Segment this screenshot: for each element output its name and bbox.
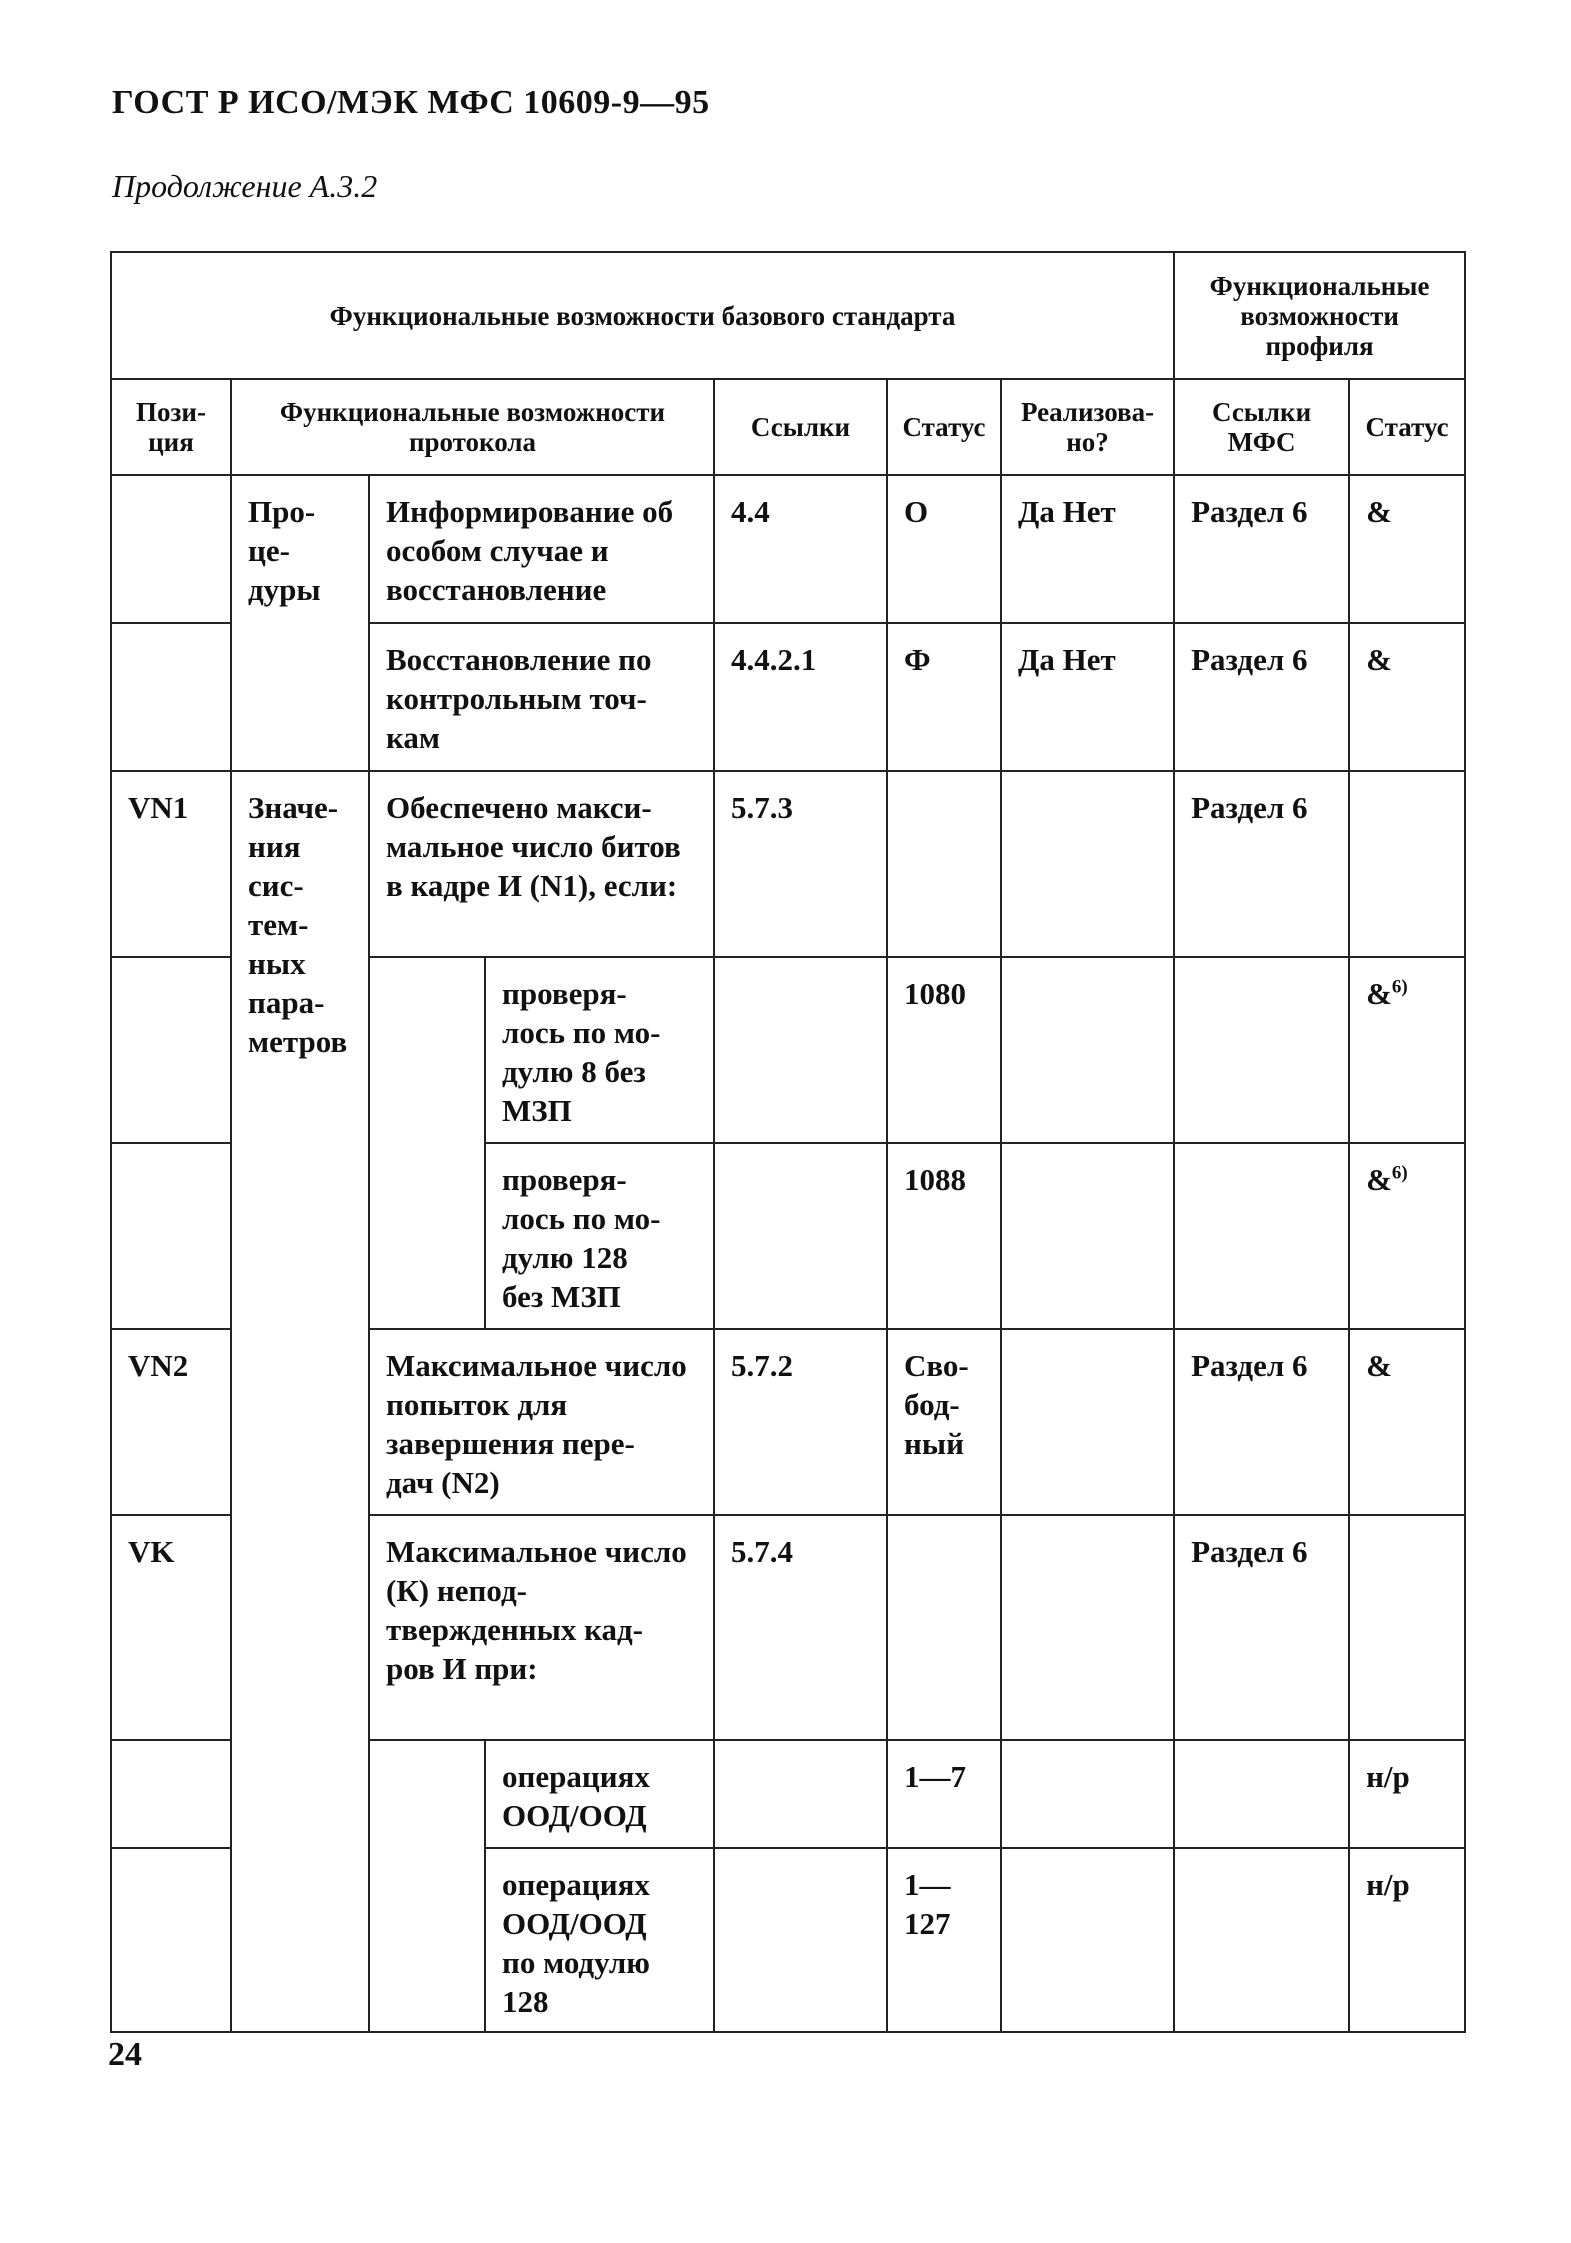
capabilities-table (110, 251, 1466, 2033)
table-row (111, 475, 1465, 623)
cell-position (111, 1848, 231, 2032)
cell-implemented (1001, 771, 1174, 957)
col-status: Статус (887, 379, 1001, 475)
base-standard-header: Функциональные возможности базового стандарта (111, 252, 1174, 379)
cell-ref: 4.4 (714, 475, 887, 623)
document-header: ГОСТ Р ИСО/МЭК МФС 10609-9—95 (112, 84, 710, 121)
cell-indent (369, 1740, 485, 2032)
cell-position (111, 1740, 231, 1848)
cell-description: проверя- лось по мо- дулю 128 без МЗП (485, 1143, 714, 1329)
cell-description: Восстановление по контрольным точ- кам (369, 623, 714, 771)
col-profile-status: Статус (1349, 379, 1465, 475)
cell-status (887, 1515, 1001, 1740)
continuation-caption: Продолжение А.3.2 (112, 168, 378, 204)
cell-ref (714, 1740, 887, 1848)
cell-profile-status (1349, 1515, 1465, 1740)
cell-ref (714, 957, 887, 1143)
cell-description: Максимальное число попыток для завершения пере- дач (N2) (369, 1329, 714, 1515)
group-procedures: Про- це- дуры (231, 475, 369, 771)
col-mfs-refs: Ссылки МФС (1174, 379, 1349, 475)
cell-implemented (1001, 1848, 1174, 2032)
cell-mfs-ref (1174, 1143, 1349, 1329)
cell-status: 1088 (887, 1143, 1001, 1329)
cell-position: VK (111, 1515, 231, 1740)
cell-mfs-ref: Раздел 6 (1174, 623, 1349, 771)
cell-implemented (1001, 1740, 1174, 1848)
cell-implemented (1001, 1329, 1174, 1515)
cell-position (111, 957, 231, 1143)
cell-profile-status: & (1349, 1329, 1465, 1515)
cell-mfs-ref (1174, 1848, 1349, 2032)
cell-position: VN2 (111, 1329, 231, 1515)
cell-ref: 4.4.2.1 (714, 623, 887, 771)
cell-profile-status (1349, 771, 1465, 957)
col-implemented: Реализова- но? (1001, 379, 1174, 475)
cell-status: 1—7 (887, 1740, 1001, 1848)
cell-profile-status: & (1349, 475, 1465, 623)
profile-header: Функциональные возможности профиля (1174, 252, 1465, 379)
cell-description: операциях ООД/ООД по модулю 128 (485, 1848, 714, 2032)
cell-ref: 5.7.3 (714, 771, 887, 957)
cell-ref: 5.7.4 (714, 1515, 887, 1740)
cell-position (111, 1143, 231, 1329)
page-number: 24 (108, 2036, 142, 2073)
cell-profile-status: &$^{6)}$ (1349, 1143, 1465, 1329)
cell-mfs-ref (1174, 1740, 1349, 1848)
cell-implemented: Да Нет (1001, 623, 1174, 771)
cell-description: операциях ООД/ООД (485, 1740, 714, 1848)
cell-implemented (1001, 957, 1174, 1143)
col-position: Пози- ция (111, 379, 231, 475)
cell-implemented: Да Нет (1001, 475, 1174, 623)
cell-mfs-ref (1174, 957, 1349, 1143)
cell-implemented (1001, 1143, 1174, 1329)
cell-status: Ф (887, 623, 1001, 771)
cell-position (111, 623, 231, 771)
cell-indent (369, 957, 485, 1329)
cell-ref: 5.7.2 (714, 1329, 887, 1515)
cell-status: О (887, 475, 1001, 623)
cell-profile-status: н/р (1349, 1740, 1465, 1848)
cell-profile-status: &$^{6)}$ (1349, 957, 1465, 1143)
cell-ref (714, 1143, 887, 1329)
col-protocol: Функциональные возможности протокола (231, 379, 714, 475)
cell-mfs-ref: Раздел 6 (1174, 1515, 1349, 1740)
cell-description: Обеспечено макси- мальное число битов в кадре И (N1), если: (369, 771, 714, 957)
cell-description: Информирование об особом случае и восстановление (369, 475, 714, 623)
cell-description: проверя- лось по мо- дулю 8 без МЗП (485, 957, 714, 1143)
cell-implemented (1001, 1515, 1174, 1740)
column-header-row (111, 379, 1465, 475)
col-refs: Ссылки (714, 379, 887, 475)
cell-profile-status: н/р (1349, 1848, 1465, 2032)
table-row (111, 771, 1465, 957)
cell-profile-status: & (1349, 623, 1465, 771)
group-header-row (111, 252, 1465, 379)
cell-status: Сво- бод- ный (887, 1329, 1001, 1515)
cell-mfs-ref: Раздел 6 (1174, 1329, 1349, 1515)
cell-mfs-ref: Раздел 6 (1174, 475, 1349, 623)
cell-status: 1080 (887, 957, 1001, 1143)
group-system-params: Значе- ния сис- тем- ных пара- метров (231, 771, 369, 2032)
cell-status: 1— 127 (887, 1848, 1001, 2032)
cell-status (887, 771, 1001, 957)
cell-position (111, 475, 231, 623)
cell-mfs-ref: Раздел 6 (1174, 771, 1349, 957)
cell-ref (714, 1848, 887, 2032)
cell-position: VN1 (111, 771, 231, 957)
cell-description: Максимальное число (К) непод- твержденных кад- ров И при: (369, 1515, 714, 1740)
